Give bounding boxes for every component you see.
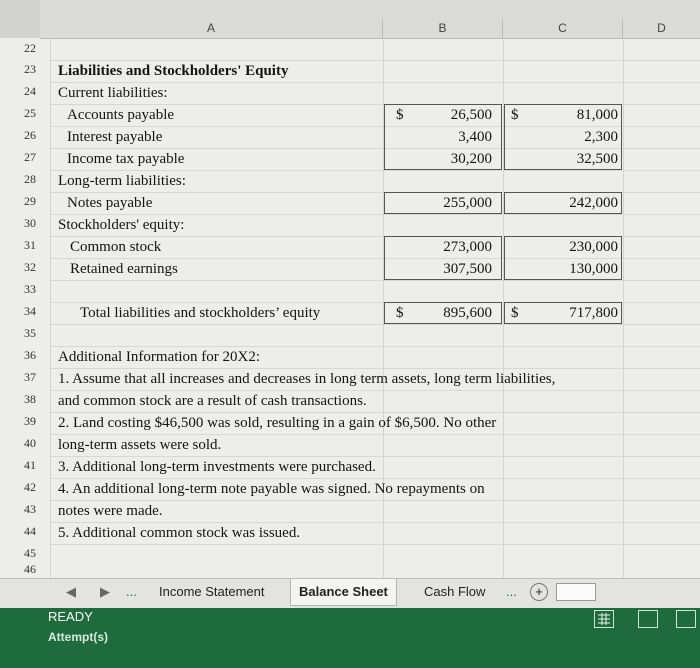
additional-info-line[interactable]: 5. Additional common stock was issued. xyxy=(58,525,301,541)
column-letter: B xyxy=(438,21,447,35)
row-number[interactable]: 43 xyxy=(24,502,36,516)
current-liabilities-label[interactable]: Current liabilities: xyxy=(58,85,168,101)
additional-info-line[interactable]: 1. Assume that all increases and decreases in long term assets, long term liabilities, xyxy=(58,371,556,387)
row-gridline xyxy=(50,544,700,545)
tab-cash-flow[interactable]: Cash Flow xyxy=(424,584,486,599)
status-bar xyxy=(0,608,700,668)
additional-info-line[interactable]: notes were made. xyxy=(58,503,163,519)
retained-earnings-label[interactable]: Retained earnings xyxy=(70,261,178,277)
row-number[interactable]: 24 xyxy=(24,84,36,98)
row-number[interactable]: 40 xyxy=(24,436,36,450)
accounts-payable-label[interactable]: Accounts payable xyxy=(67,107,175,123)
column-header-a[interactable] xyxy=(40,19,383,39)
notes-payable-label[interactable]: Notes payable xyxy=(67,195,153,211)
row-number[interactable]: 27 xyxy=(24,150,36,164)
cell-c-accounts-payable[interactable]: 81,000 xyxy=(576,107,618,123)
row-gridline xyxy=(50,324,700,325)
row-gridline xyxy=(50,280,700,281)
row-number[interactable]: 42 xyxy=(24,480,36,494)
additional-info-line[interactable]: and common stock are a result of cash transactions. xyxy=(58,393,367,409)
additional-info-line[interactable]: 3. Additional long-term investments were purchased. xyxy=(58,459,376,475)
interest-payable-label[interactable]: Interest payable xyxy=(67,129,163,145)
row-number[interactable]: 31 xyxy=(24,238,36,252)
row-number[interactable]: 30 xyxy=(24,216,36,230)
row-number[interactable]: 22 xyxy=(24,41,36,55)
cell-c-retained-earnings[interactable]: 130,000 xyxy=(569,261,618,277)
column-header-d[interactable] xyxy=(623,19,700,39)
column-header-c[interactable] xyxy=(503,19,623,39)
row-number[interactable]: 36 xyxy=(24,348,36,362)
common-stock-label[interactable]: Common stock xyxy=(70,239,162,255)
cell-b-total[interactable]: 895,600 xyxy=(443,305,492,321)
page-layout-icon[interactable] xyxy=(638,610,658,628)
cell-b-accounts-payable[interactable]: 26,500 xyxy=(450,107,492,123)
column-letter: A xyxy=(206,21,215,35)
row-number[interactable]: 45 xyxy=(24,546,36,560)
dollar-sign: $ xyxy=(511,107,519,123)
tab-more-left[interactable]: ... xyxy=(126,584,137,599)
cell-c-total[interactable]: 717,800 xyxy=(569,305,618,321)
row-number[interactable]: 26 xyxy=(24,128,36,142)
row-number[interactable]: 38 xyxy=(24,392,36,406)
cell-c-common-stock[interactable]: 230,000 xyxy=(569,239,618,255)
attempt-status: Attempt(s) xyxy=(48,630,108,644)
row-number[interactable]: 44 xyxy=(24,524,36,538)
horizontal-scrollbar[interactable] xyxy=(556,583,596,601)
cell-c-interest-payable[interactable]: 2,300 xyxy=(584,129,618,145)
cell-c-notes-payable[interactable]: 242,000 xyxy=(569,195,618,211)
column-header-b[interactable] xyxy=(383,19,503,39)
column-letter: D xyxy=(657,21,666,35)
select-all-corner[interactable] xyxy=(0,0,41,38)
additional-info-line[interactable]: 2. Land costing $46,500 was sold, resulting in a gain of $6,500. No other xyxy=(58,415,497,431)
long-term-liabilities-label[interactable]: Long-term liabilities: xyxy=(58,173,186,189)
tab-more-right[interactable]: ... xyxy=(506,584,517,599)
dollar-sign: $ xyxy=(396,107,404,123)
row-number[interactable]: 46 xyxy=(24,562,36,576)
column-letter: C xyxy=(558,21,567,35)
tab-income-statement[interactable]: Income Statement xyxy=(159,584,265,599)
row-number[interactable]: 39 xyxy=(24,414,36,428)
column-gridline xyxy=(623,38,624,578)
additional-info-line[interactable]: long-term assets were sold. xyxy=(58,437,222,453)
row-number[interactable]: 37 xyxy=(24,370,36,384)
stockholders-equity-label[interactable]: Stockholders' equity: xyxy=(58,217,185,233)
row-number[interactable]: 41 xyxy=(24,458,36,472)
row-number[interactable]: 28 xyxy=(24,172,36,186)
page-break-icon[interactable] xyxy=(676,610,696,628)
cell-b-common-stock[interactable]: 273,000 xyxy=(443,239,492,255)
add-sheet-icon[interactable]: + xyxy=(530,583,548,601)
tab-scroll-left-icon[interactable]: ◀ xyxy=(66,584,76,599)
row-number[interactable]: 35 xyxy=(24,326,36,340)
row-number[interactable]: 33 xyxy=(24,282,36,296)
column-header-strip xyxy=(40,0,700,19)
total-label[interactable]: Total liabilities and stockholders’ equity xyxy=(80,305,321,321)
balance-heading[interactable]: Liabilities and Stockholders' Equity xyxy=(58,63,289,79)
tab-scroll-right-icon[interactable]: ▶ xyxy=(100,584,110,599)
row-number[interactable]: 25 xyxy=(24,106,36,120)
additional-info-title[interactable]: Additional Information for 20X2: xyxy=(58,349,261,365)
row-number[interactable]: 29 xyxy=(24,194,36,208)
row-number[interactable]: 34 xyxy=(24,304,36,318)
cell-b-notes-payable[interactable]: 255,000 xyxy=(443,195,492,211)
dollar-sign: $ xyxy=(511,305,519,321)
dollar-sign: $ xyxy=(396,305,404,321)
normal-view-icon[interactable] xyxy=(594,610,614,628)
income-tax-payable-label[interactable]: Income tax payable xyxy=(67,151,185,167)
cell-c-income-tax-payable[interactable]: 32,500 xyxy=(576,151,618,167)
tab-balance-sheet[interactable]: Balance Sheet xyxy=(290,579,397,606)
cell-b-interest-payable[interactable]: 3,400 xyxy=(458,129,492,145)
cell-b-retained-earnings[interactable]: 307,500 xyxy=(443,261,492,277)
column-gridline xyxy=(50,38,51,578)
row-number[interactable]: 23 xyxy=(24,62,36,76)
sheet-tab-bar xyxy=(0,578,700,609)
cell-b-income-tax-payable[interactable]: 30,200 xyxy=(450,151,492,167)
ready-status: READY xyxy=(48,609,93,624)
row-number[interactable]: 32 xyxy=(24,260,36,274)
additional-info-line[interactable]: 4. An additional long-term note payable was signed. No repayments on xyxy=(58,481,485,497)
